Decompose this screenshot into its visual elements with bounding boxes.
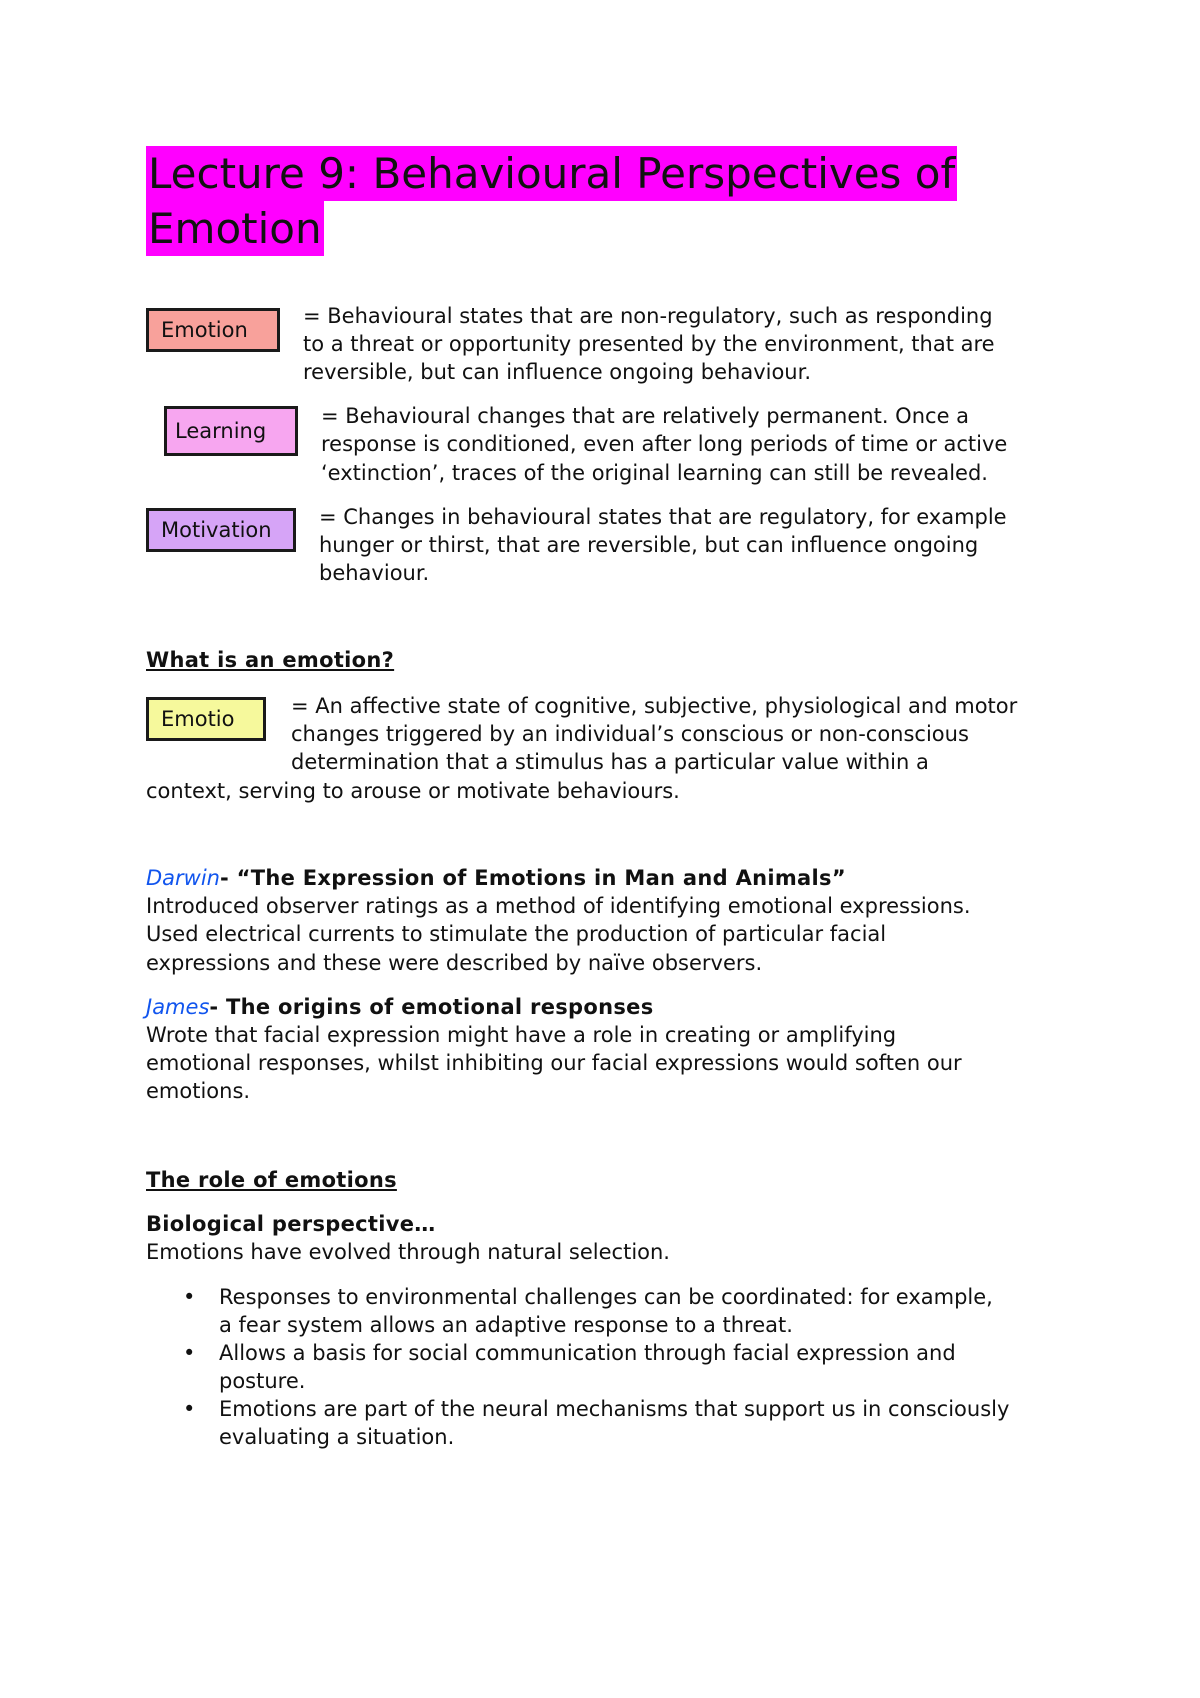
emotion-definition-line: to a threat or opportunity presented by the environment, that are	[303, 332, 995, 356]
bullet-text-line: Allows a basis for social communication through facial expression and	[219, 1341, 956, 1365]
learning-term-box: Learning	[164, 406, 298, 456]
darwin-heading	[146, 864, 846, 892]
what-is-emotion-heading: What is an emotion?	[146, 648, 395, 672]
bullet-icon: •	[183, 1285, 196, 1309]
page-title-line-2: Emotion	[146, 201, 324, 256]
bullet-text-line: Emotions are part of the neural mechanisms that support us in consciously	[219, 1397, 1010, 1421]
role-intro: Emotions have evolved through natural selection.	[146, 1240, 670, 1264]
emotio-term-box: Emotio	[146, 697, 266, 741]
page-title-line-1: Lecture 9: Behavioural Perspectives of	[146, 146, 957, 201]
darwin-text-line: expressions and these were described by naïve observers.	[146, 951, 763, 975]
darwin-name: Darwin	[146, 866, 220, 890]
emotion-definition-line: changes triggered by an individual’s conscious or non-conscious	[291, 722, 969, 746]
darwin-text-line: Introduced observer ratings as a method of identifying emotional expressions.	[146, 894, 971, 918]
bullet-text-line: posture.	[219, 1369, 306, 1393]
emotion-term-box: Emotion	[146, 308, 280, 352]
bullet-text-line: a fear system allows an adaptive response to a threat.	[219, 1313, 793, 1337]
emotion-definition-line: context, serving to arouse or motivate behaviours.	[146, 779, 680, 803]
motivation-term-box: Motivation	[146, 508, 296, 552]
darwin-text-line: Used electrical currents to stimulate the production of particular facial	[146, 922, 887, 946]
motivation-definition-line: hunger or thirst, that are reversible, but can influence ongoing	[319, 533, 979, 557]
bullet-text-line: evaluating a situation.	[219, 1425, 455, 1449]
biological-subheading: Biological perspective…	[146, 1212, 436, 1236]
james-title: - The origins of emotional responses	[209, 995, 654, 1019]
learning-definition-line: ‘extinction’, traces of the original learning can still be revealed.	[321, 461, 988, 485]
emotion-definition-line: = Behavioural states that are non-regulatory, such as responding	[303, 304, 993, 328]
james-text-line: emotional responses, whilst inhibiting our facial expressions would soften our	[146, 1051, 962, 1075]
bullet-text-line: Responses to environmental challenges can be coordinated: for example,	[219, 1285, 993, 1309]
learning-definition-line: response is conditioned, even after long periods of time or active	[321, 432, 1008, 456]
emotion-definition-line: = An affective state of cognitive, subjective, physiological and motor	[291, 694, 1018, 718]
darwin-title: - “The Expression of Emotions in Man and Animals”	[220, 866, 846, 890]
learning-definition-line: = Behavioural changes that are relatively permanent. Once a	[321, 404, 970, 428]
motivation-definition-line: behaviour.	[319, 561, 430, 585]
bullet-icon: •	[183, 1397, 196, 1421]
james-heading	[146, 993, 654, 1021]
role-heading: The role of emotions	[146, 1168, 397, 1192]
james-name: James	[146, 995, 210, 1019]
emotion-definition-line: determination that a stimulus has a particular value within a	[291, 750, 929, 774]
bullet-icon: •	[183, 1341, 196, 1365]
motivation-definition-line: = Changes in behavioural states that are regulatory, for example	[319, 505, 1007, 529]
emotion-definition-line: reversible, but can influence ongoing behaviour.	[303, 360, 811, 384]
james-text-line: Wrote that facial expression might have a role in creating or amplifying	[146, 1023, 897, 1047]
james-text-line: emotions.	[146, 1079, 251, 1103]
